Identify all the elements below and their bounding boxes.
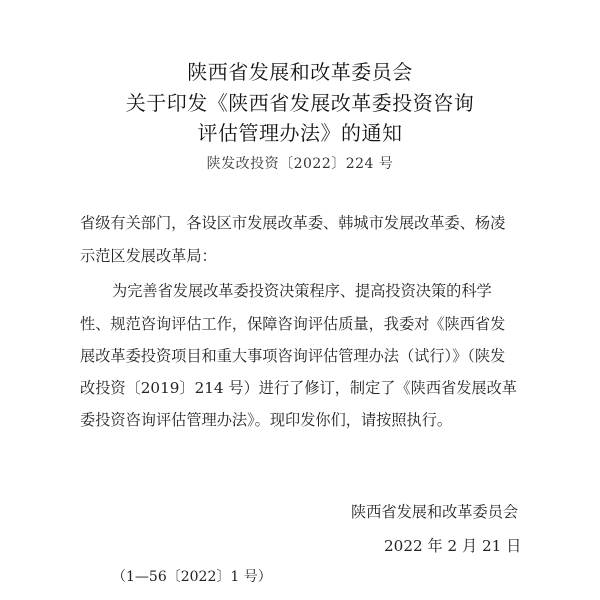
document-title-line-2: 关于印发《陕西省发展改革委投资咨询 xyxy=(125,91,475,115)
signature-organization: 陕西省发展和改革委员会 xyxy=(351,503,519,521)
body-paragraph-line-5: 委投资咨询评估管理办法》。现印发你们，请按照执行。 xyxy=(80,411,453,429)
body-paragraph-line-1: 为完善省发展改革委投资决策程序、提高投资决策的科学 xyxy=(112,282,492,300)
footnote: （1—56〔2022〕1 号） xyxy=(112,569,272,585)
document-number: 陕发改投资〔2022〕224 号 xyxy=(206,156,394,172)
body-paragraph-line-2: 性、规范咨询评估工作，保障咨询评估质量，我委对《陕西省发 xyxy=(80,315,506,333)
body-paragraph-line-3: 展改革委投资项目和重大事项咨询评估管理办法（试行）》（陕发 xyxy=(80,347,506,365)
addressee-line-1: 省级有关部门，各设区市发展改革委、韩城市发展改革委、杨凌 xyxy=(80,214,506,232)
body-paragraph-line-4: 改投资〔2019〕214 号）进行了修订，制定了《陕西省发展改革 xyxy=(80,379,517,397)
document-title-line-3: 评估管理办法》的通知 xyxy=(197,121,403,145)
addressee-line-2: 示范区发展改革局： xyxy=(80,247,217,265)
signature-date: 2022 年 2 月 21 日 xyxy=(384,537,522,555)
document-title-line-1: 陕西省发展和改革委员会 xyxy=(187,60,413,84)
